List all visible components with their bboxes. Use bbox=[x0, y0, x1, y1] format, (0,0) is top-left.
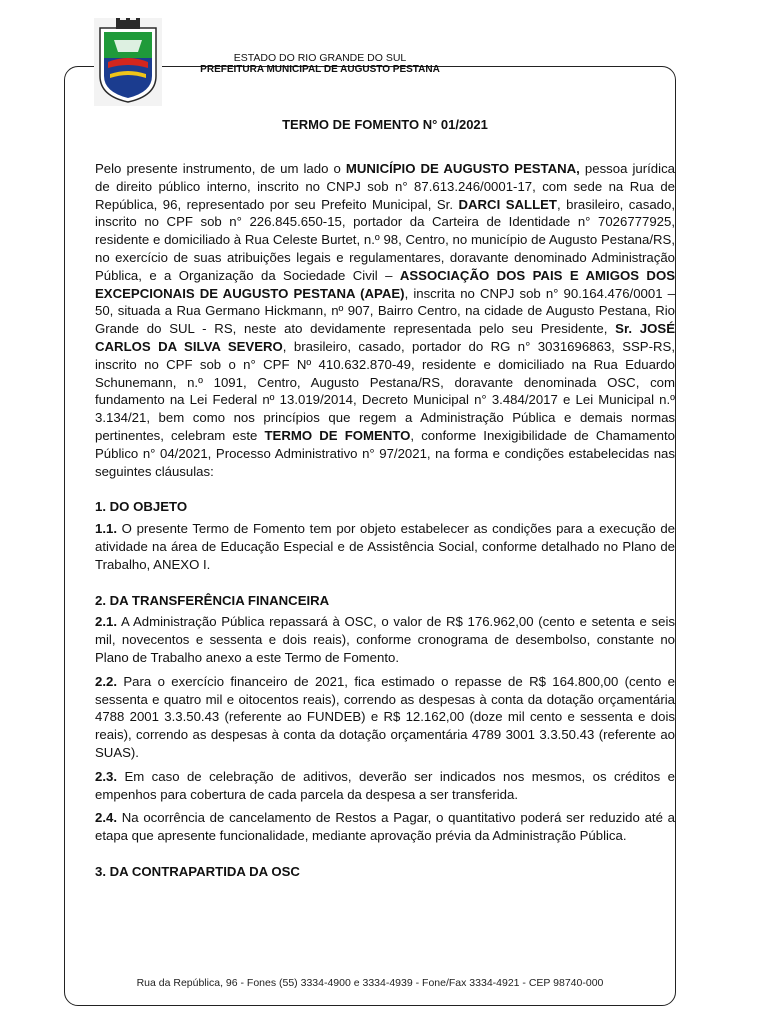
section-title: 2. DA TRANSFERÊNCIA FINANCEIRA bbox=[95, 592, 330, 608]
clause-paragraph bbox=[95, 768, 675, 804]
clause-text: Na ocorrência de cancelamento de Restos a Pagar, o quantitativo poderá ser reduzido até a etapa que apresente funcionalidade, mediante aprovação prévia da Administração Pública. bbox=[95, 810, 675, 844]
text-run: , brasileiro, casado, portador do RG n° 3031696863, SSP-RS, inscrito no CPF sob o n° CPF Nº 410.632.870-49, residente e domiciliado na Rua Eduardo Schunemann, n.º 1091, Centro, Augusto Pestana/RS, doravante denominada OSC, com fundamento na Lei Federal nº 13.019/2014, Decreto Municipal n° 3.484/2017 e Lei Municipal n.º 3.134/21, bem como nos princípios que regem a Administração Pública e demais normas pertinentes, celebram este bbox=[95, 338, 675, 443]
clause-text: Em caso de celebração de aditivos, deverão ser indicados nos mesmos, os créditos e empenhos para cobertura de cada parcela da despesa a ser transferida. bbox=[95, 768, 675, 802]
clause-number: 2.2. bbox=[95, 673, 117, 689]
clause-text: Para o exercício financeiro de 2021, fica estimado o repasse de R$ 164.800,00 (cento e sessenta e quatro mil e oitocentos reais), correndo as despesas à conta da dotação orçamentária 4788 2001 3.3.50.43 (referente ao FUNDEB) e R$ 12.162,00 (doze mil cento e sessenta e dois reais), correndo as despesas à conta da dotação orçamentária 4789 3001 3.3.50.43 (referente ao SUAS). bbox=[95, 673, 675, 760]
document-title: TERMO DE FOMENTO N° 01/2021 bbox=[282, 117, 488, 132]
bold-run: Sr. JOSÉ CARLOS DA SILVA SEVERO bbox=[95, 321, 675, 354]
clause-number: 2.1. bbox=[95, 614, 117, 630]
municipal-coat-of-arms bbox=[94, 18, 162, 106]
preamble-paragraph bbox=[95, 160, 675, 480]
footer-address: Rua da República, 96 - Fones (55) 3334-4900 e 3334-4939 - Fone/Fax 3334-4921 - CEP 98740-000 bbox=[136, 977, 604, 989]
document-body bbox=[95, 160, 675, 885]
clause-number: 2.3. bbox=[95, 768, 117, 784]
clause-text: A Administração Pública repassará à OSC, o valor de R$ 176.962,00 (cento e setenta e seis mil, novecentos e sessenta e dois reais), conforme cronograma de desembolso, constante no Plano de Trabalho anexo a este Termo de Fomento. bbox=[95, 614, 675, 665]
clause-paragraph bbox=[95, 520, 675, 573]
clause-paragraph bbox=[95, 613, 675, 666]
clause-number: 2.4. bbox=[95, 810, 117, 826]
clause-number: 1.1. bbox=[95, 521, 117, 537]
state-name: ESTADO DO RIO GRANDE DO SUL bbox=[233, 52, 407, 64]
section-title: 3. DA CONTRAPARTIDA DA OSC bbox=[95, 863, 300, 879]
letterhead bbox=[176, 52, 464, 76]
bold-run: MUNICÍPIO DE AUGUSTO PESTANA, bbox=[345, 161, 580, 176]
text-run: , inscrita no CNPJ sob n° 90.164.476/0001 – 50, situada a Rua Germano Hickmann, nº 907, Bairro Centro, na cidade de Augusto Pestana, Rio Grande do SUL - RS, neste ato devidamente representada pelo seu Presidente, bbox=[95, 285, 675, 337]
clause-text: O presente Termo de Fomento tem por objeto estabelecer as condições para a execução de atividade na área de Educação Especial e de Assistência Social, conforme detalhado no Plano de Trabalho, ANEXO I. bbox=[95, 521, 675, 572]
text-run: pessoa jurídica de direito público interno, inscrito no CNPJ sob n° 87.613.246/0001-17, com sede na Rua de República, 96, representado por seu Prefeito Municipal, Sr. bbox=[95, 161, 675, 212]
text-run: Pelo presente instrumento, de um lado o bbox=[95, 161, 346, 176]
clause-paragraph bbox=[95, 809, 675, 845]
prefecture-name: PREFEITURA MUNICIPAL DE AUGUSTO PESTANA bbox=[200, 64, 440, 75]
bold-run: DARCI SALLET bbox=[458, 196, 557, 212]
clause-paragraph bbox=[95, 673, 675, 762]
bold-run: TERMO DE FOMENTO bbox=[264, 427, 411, 443]
text-run: , conforme Inexigibilidade de Chamamento Público n° 04/2021, Processo Administrativo n° 97/2021, na forma e condições estabelecidas nas seguintes cláusulas: bbox=[95, 427, 675, 479]
sections bbox=[95, 498, 675, 880]
section-title: 1. DO OBJETO bbox=[95, 499, 188, 515]
bold-run: ASSOCIAÇÃO DOS PAIS E AMIGOS DOS EXCEPCIONAIS DE AUGUSTO PESTANA (APAE) bbox=[95, 267, 676, 301]
text-run: , brasileiro, casado, inscrito no CPF sob n° 226.845.650-15, portador da Carteira de Identidade n° 7026777925, residente e domiciliado à Rua Celeste Burtet, n.º 98, Centro, no município de Augusto Pestana/RS, no exercício de suas atribuições legais e regulamentares, doravante denominado Administração Pública, e a Organização da Sociedade Civil – bbox=[95, 196, 675, 283]
